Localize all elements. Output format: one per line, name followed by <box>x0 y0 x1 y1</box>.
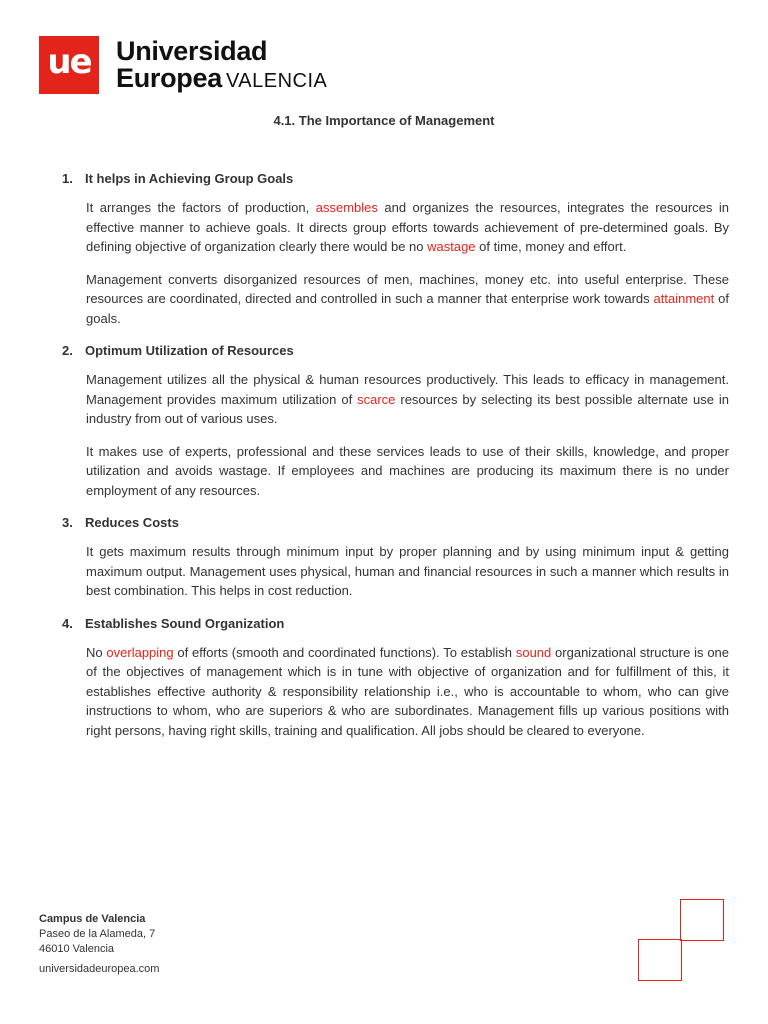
text-run: It arranges the factors of production, <box>86 200 316 215</box>
text-run: organizational structure is one of the objectives of management which is in tune with objective of organization and for fulfillment of this, it establishes effective authority & responsibility relationship i.e., who is accountable to whom, who can give instructions to whom, who are superiors & who are subordinates. Management fills up various positions with right persons, having right skills, training and qualification. All jobs should be cleared to everyone. <box>86 644 730 738</box>
highlight-word: sound <box>515 644 552 660</box>
section-number: 1. <box>62 171 73 186</box>
logo-mark-text: ue <box>47 42 91 82</box>
ue-logo-mark <box>39 36 99 94</box>
text-run: resources by selecting its best possible alternate use in industry from out of various uses. <box>86 391 729 426</box>
paragraph: It makes use of experts, professional and these services leads to use of their skills, knowledge, and proper utilization and avoids wastage. If employees and machines are producing its maximum there is no under employment of any resources. <box>86 443 729 498</box>
paragraph <box>86 270 729 329</box>
document-body <box>62 169 729 753</box>
decorative-square-bottom <box>638 939 682 981</box>
highlight-word: wastage <box>427 239 476 254</box>
footer-address-line1: Paseo de la Alameda, 7 <box>39 928 156 940</box>
section-title: It helps in Achieving Group Goals <box>85 171 294 186</box>
paragraph <box>86 370 729 429</box>
section-heading <box>62 513 729 533</box>
footer-campus: Campus de Valencia <box>39 913 146 925</box>
section-number: 3. <box>62 515 73 530</box>
footer-website-link[interactable]: universidadeuropea.com <box>39 963 160 975</box>
text-run: Management converts disorganized resources of men, machines, money etc. into useful enterprise. These resources are coordinated, directed and controlled in such a manner that enterprise work towards <box>86 271 729 306</box>
page-footer <box>39 912 159 977</box>
section-title: Establishes Sound Organization <box>85 615 285 631</box>
text-run: and organizes the resources, integrates the resources in effective manner to achieve goals. It directs group efforts towards achievement of pre-determined goals. By defining objective of organization clearly there would be no <box>86 200 729 254</box>
section-resource-utilization <box>62 341 729 500</box>
logo-europea: Europea <box>116 63 222 93</box>
highlight-word: scarce <box>357 391 396 407</box>
text-run: of time, money and effort. <box>475 239 627 254</box>
text-run: of efforts (smooth and coordinated functions). To establish <box>173 644 516 660</box>
highlight-word: attainment <box>653 291 715 306</box>
paragraph <box>86 198 729 257</box>
logo-line-universidad: Universidad <box>116 36 268 66</box>
text-run: Management utilizes all the physical & human resources productively. This leads to efficacy in management. Management provides maximum utilization of <box>86 372 729 407</box>
section-number: 4. <box>62 615 73 631</box>
section-title: Reduces Costs <box>85 515 179 530</box>
decorative-square-top <box>680 899 724 941</box>
university-logo <box>39 36 327 94</box>
section-sound-organization <box>62 614 729 741</box>
section-group-goals <box>62 169 729 328</box>
logo-wordmark <box>116 38 327 95</box>
footer-address-line2: 46010 Valencia <box>39 943 115 955</box>
paragraph <box>86 643 729 741</box>
logo-city: VALENCIA <box>225 70 328 92</box>
logo-line-europea <box>116 65 327 95</box>
highlight-word: overlapping <box>106 644 174 660</box>
section-number: 2. <box>62 343 73 358</box>
section-reduces-costs <box>62 513 729 601</box>
text-run: of goals. <box>86 291 729 326</box>
section-heading <box>62 614 729 634</box>
section-heading <box>62 169 729 189</box>
paragraph: It gets maximum results through minimum input by proper planning and by using minimum input & getting maximum output. Management uses physical, human and financial resources in such a manner which results in best combination. This helps in cost reduction. <box>86 544 729 598</box>
section-title: Optimum Utilization of Resources <box>85 343 294 358</box>
highlight-word: assembles <box>315 200 378 215</box>
document-title: 4.1. The Importance of Management <box>273 113 495 128</box>
text-run: No <box>86 644 107 660</box>
section-heading <box>62 341 729 361</box>
